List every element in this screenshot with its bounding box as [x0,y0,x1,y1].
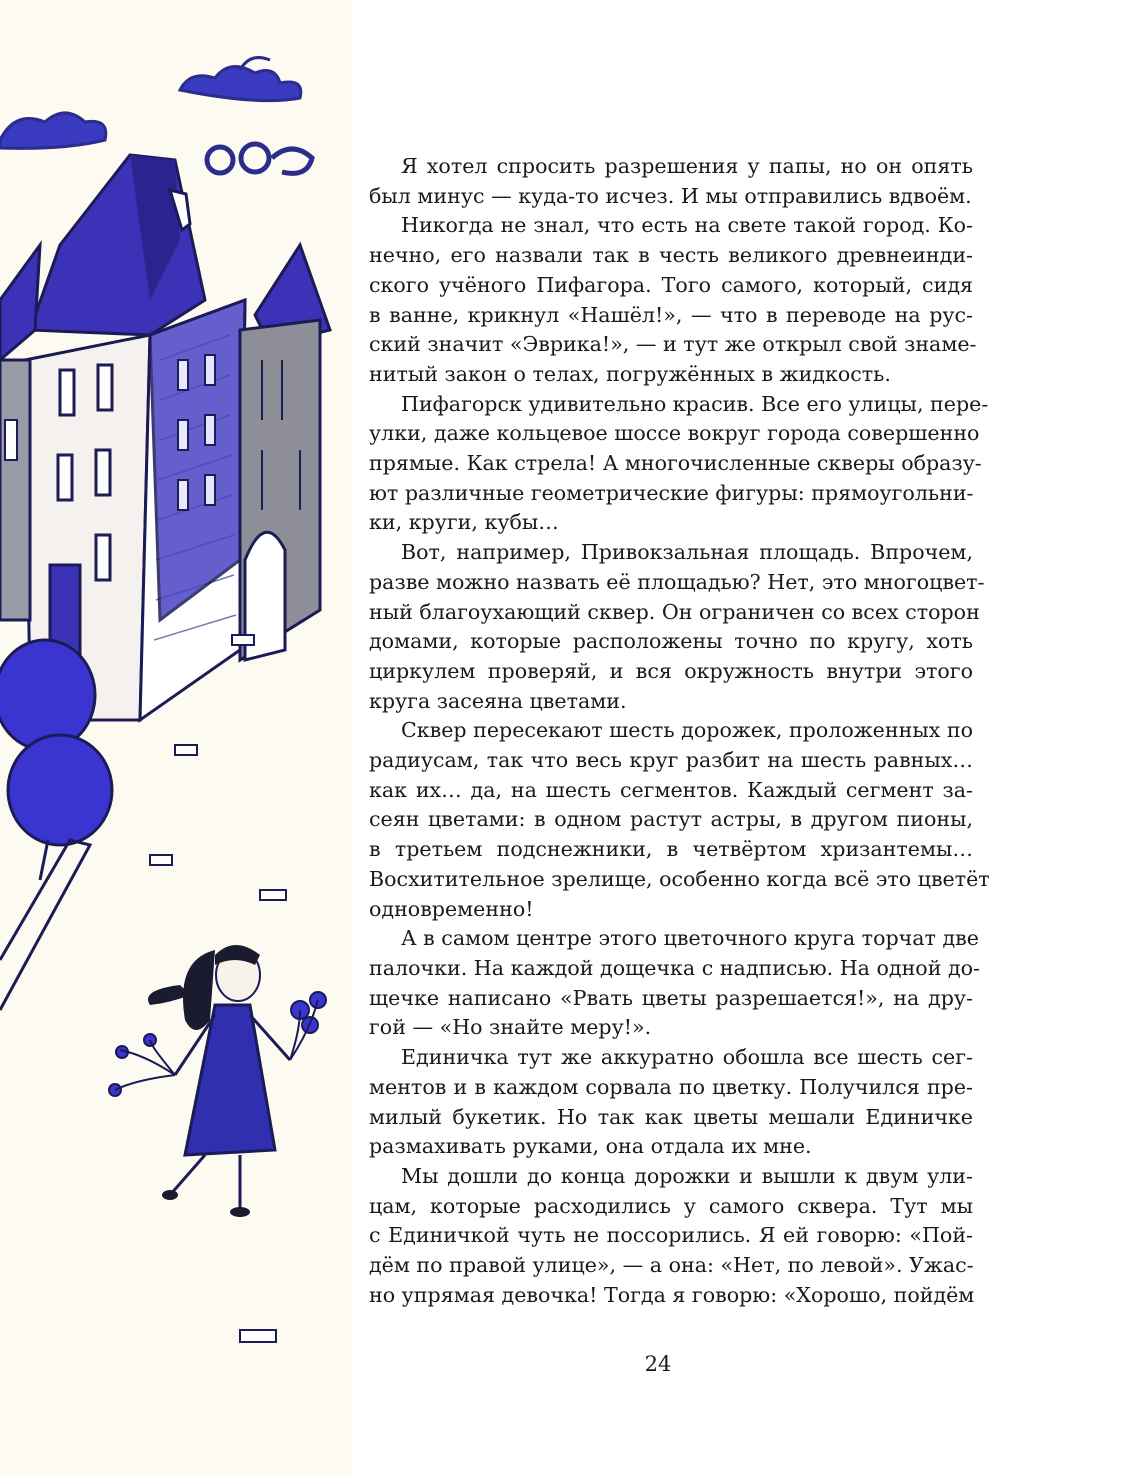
text-line: Единичка тут же аккуратно обошла все шесть сег- [401,1045,973,1070]
illustration-panel [0,0,352,1476]
text-line: в третьем подснежники, в четвёртом хризантемы… [369,837,973,862]
text-line: нитый закон о телах, погружённых в жидкость. [369,361,891,386]
paragraph [369,211,977,389]
paragraph [369,152,973,211]
text-line: как их… да, на шесть сегментов. Каждый сегмент за- [369,777,973,802]
text-line: Никогда не знал, что есть на свете такой город. Ко- [401,213,973,238]
text-line: ный благоухающий сквер. Он ограничен со всех сторон [369,599,980,624]
text-line: милый букетик. Но так как цветы мешали Единичке [369,1104,973,1129]
paragraph [369,538,985,716]
book-text [369,152,990,1310]
text-line: домами, которые расположены точно по кругу, хоть [369,629,973,654]
town-illustration [0,0,352,1476]
text-line: щечке написано «Рвать цветы разрешается!», на дру- [369,985,973,1010]
text-line: Сквер пересекают шесть дорожек, проложенных по [401,718,973,743]
paragraph [369,1162,973,1311]
paragraph [369,1043,973,1162]
cloud-top [180,58,301,101]
text-line: но упрямая девочка! Тогда я говорю: «Хорошо, пойдём [369,1282,975,1307]
text-line: разве можно назвать её площадью? Нет, это многоцвет- [369,569,985,594]
paragraph [369,924,981,1043]
text-line: прямые. Как стрела! А многочисленные скверы образу- [369,451,982,476]
text-line: Восхитительное зрелище, особенно когда всё это цветёт [369,866,990,891]
text-line: А в самом центре этого цветочного круга торчат две [401,926,979,951]
cloud-left [0,113,106,148]
text-line: в ванне, крикнул «Нашёл!», — что в переводе на рус- [369,302,973,327]
text-line: гой — «Но знайте меру!». [369,1015,652,1040]
text-line: был минус — куда-то исчез. И мы отправились вдвоём. [369,183,972,208]
text-line: ский значит «Эврика!», — и тут же открыл свой знаме- [369,332,977,357]
text-line: одновременно! [369,896,534,921]
text-line: улки, даже кольцевое шоссе вокруг города совершенно [369,421,980,446]
text-line: цам, которые расходились у самого сквера. Тут мы [369,1193,973,1218]
text-line: Пифагорск удивительно красив. Все его улицы, пере- [401,391,989,416]
text-line: ют различные геометрические фигуры: прямоугольни- [369,480,974,505]
text-line: Я хотел спросить разрешения у папы, но он опять [401,154,973,178]
girl-figure [109,945,326,1217]
text-line: Вот, например, Привокзальная площадь. Впрочем, [401,540,973,565]
paragraph [369,716,990,924]
text-line: ского учёного Пифагора. Того самого, который, сидя [369,272,973,297]
text-line: с Единичкой чуть не поссорились. Я ей говорю: «Пой- [369,1223,973,1248]
house-roof [30,155,205,335]
cloud-smoke [207,144,312,173]
text-line: ментов и в каждом сорвала по цветку. Получился пре- [369,1074,973,1099]
text-line: сеян цветами: в одном растут астры, в другом пионы, [369,807,973,832]
text-line: Мы дошли до конца дорожки и вышли к двум ули- [401,1163,973,1188]
paragraph [369,390,989,539]
page-number: 24 [644,1352,672,1376]
text-line: радиусам, так что весь круг разбит на шесть равных… [369,748,973,773]
text-line: размахивать руками, она отдала их мне. [369,1134,812,1159]
text-line: круга засеяна цветами. [369,688,627,713]
text-line: ки, круги, кубы… [369,510,559,535]
text-line: циркулем проверяй, и вся окружность внутри этого [369,658,973,683]
text-line: палочки. На каждой дощечка с надписью. На одной до- [369,955,981,980]
text-line: дём по правой улице», — а она: «Нет, по левой». Ужас- [369,1253,974,1278]
text-line: нечно, его назвали так в честь великого древнеинди- [369,243,973,268]
